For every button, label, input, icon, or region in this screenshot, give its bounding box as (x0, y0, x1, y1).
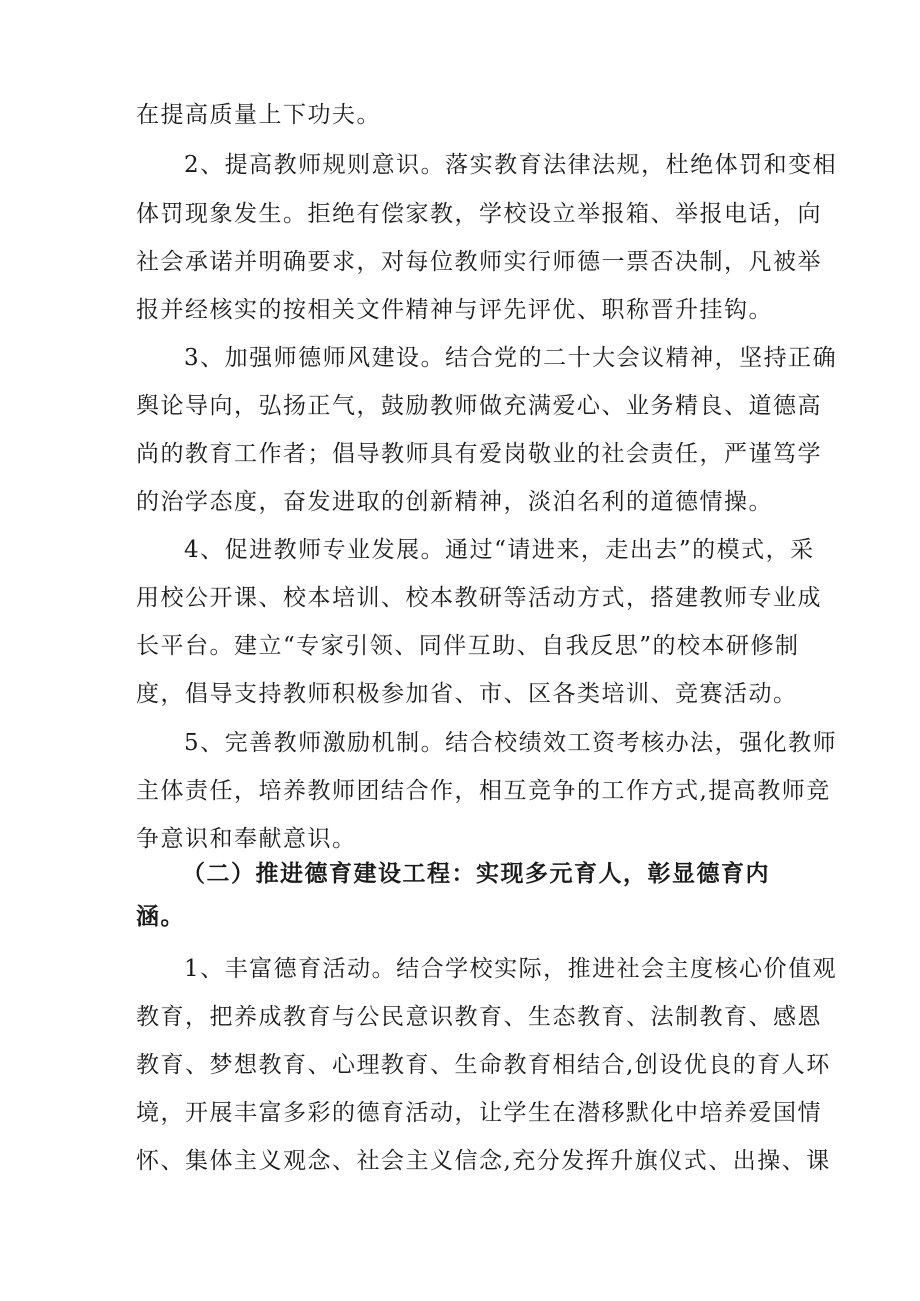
section-heading: （二）推进德育建设工程：实现多元育人，彰显德育内 (182, 861, 770, 887)
text-line: 社会承诺并明确要求，对每位教师实行师德一票否决制，凡被举 (136, 249, 822, 275)
paragraph-start-line: 5、完善教师激励机制。结合校绩效工资考核办法，强化教师 (184, 730, 838, 756)
text-line: 舆论导向，弘扬正气，鼓励教师做充满爱心、业务精良、道德高 (136, 393, 822, 419)
paragraph-start-line: 4、促进教师专业发展。通过“请进来，走出去”的模式，采 (184, 537, 815, 563)
paragraph-start-line: 1、丰富德育活动。结合学校实际，推进社会主度核心价值观 (184, 956, 838, 982)
paragraph-start-line: 2、提高教师规则意识。落实教育法律法规，杜绝体罚和变相 (184, 152, 838, 178)
text-line: 长平台。建立“专家引领、同伴互助、自我反思”的校本研修制 (136, 633, 800, 659)
text-line: 报并经核实的按相关文件精神与评先评优、职称晋升挂钩。 (136, 297, 773, 323)
text-line: 尚的教育工作者；倡导教师具有爱岗敬业的社会责任，严谨笃学 (136, 441, 822, 467)
text-line: 教育，把养成教育与公民意识教育、生态教育、法制教育、感恩 (136, 1004, 822, 1030)
text-line: 度，倡导支持教师积极参加省、市、区各类培训、竞赛活动。 (136, 681, 798, 707)
text-line: 的治学态度，奋发进取的创新精神，淡泊名利的道德情操。 (136, 489, 773, 515)
text-line: 教育、梦想教育、心理教育、生命教育相结合,创设优良的育人环 (136, 1052, 831, 1078)
text-line: 主体责任，培养教师团结合作，相互竞争的工作方式,提高教师竞 (136, 778, 831, 804)
section-heading-continuation: 涵。 (136, 904, 185, 930)
text-line: 境，开展丰富多彩的德育活动，让学生在潜移默化中培养爱国情 (136, 1100, 822, 1126)
text-line: 争意识和奉献意识。 (136, 826, 357, 852)
paragraph-start-line: 3、加强师德师风建设。结合党的二十大会议精神，坚持正确 (184, 345, 838, 371)
text-line: 怀、集体主义观念、社会主义信念,充分发挥升旗仪式、出操、课 (136, 1148, 831, 1174)
text-line: 用校公开课、校本培训、校本教研等活动方式，搭建教师专业成 (136, 585, 822, 611)
text-line: 体罚现象发生。拒绝有偿家教，学校设立举报箱、举报电话，向 (136, 201, 822, 227)
text-line: 在提高质量上下功夫。 (136, 102, 381, 128)
